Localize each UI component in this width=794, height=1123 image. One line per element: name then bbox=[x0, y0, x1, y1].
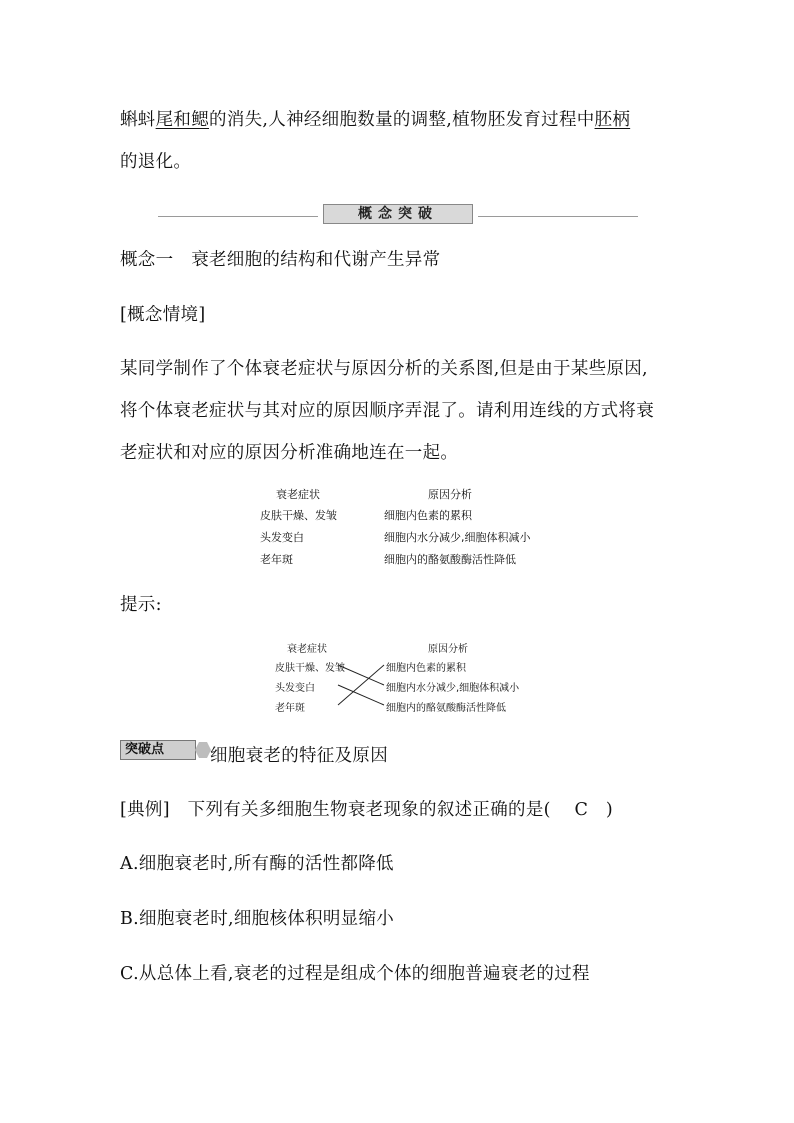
connector-line bbox=[338, 665, 384, 705]
hint-label: 提示: bbox=[120, 595, 162, 615]
situation-line-2: 将个体衰老症状与其对应的原因顺序弄混了。请利用连线的方式将衰 bbox=[120, 401, 654, 421]
connector-line bbox=[338, 665, 384, 685]
table-right-item: 细胞内的酪氨酸酶活性降低 bbox=[384, 553, 516, 566]
table-left-item: 皮肤干燥、发皱 bbox=[260, 509, 337, 522]
answer-right-item: 细胞内水分减少,细胞体积减小 bbox=[386, 683, 520, 694]
intro-underlined-tail-gills: 尾和鳃 bbox=[155, 110, 210, 130]
keypoint-badge bbox=[120, 740, 196, 760]
answer-right-item: 细胞内色素的累积 bbox=[386, 663, 466, 674]
keypoint-title: 细胞衰老的特征及原因 bbox=[210, 746, 388, 766]
answer-left-header: 衰老症状 bbox=[287, 644, 327, 655]
example-stem: [典例] 下列有关多细胞生物衰老现象的叙述正确的是( C ) bbox=[120, 800, 614, 820]
example-option-a: A.细胞衰老时,所有酶的活性都降低 bbox=[120, 854, 394, 874]
answer-right-item: 细胞内的酪氨酸酶活性降低 bbox=[386, 703, 506, 714]
table-left-item: 老年斑 bbox=[260, 553, 293, 566]
situation-line-1: 某同学制作了个体衰老症状与原因分析的关系图,但是由于某些原因, bbox=[120, 359, 648, 379]
keypoint-badge-label: 突破点 bbox=[125, 742, 165, 757]
table-right-item: 细胞内色素的累积 bbox=[384, 509, 472, 522]
table-left-header: 衰老症状 bbox=[276, 488, 320, 501]
answer-left-item: 皮肤干燥、发皱 bbox=[275, 663, 345, 674]
table-right-item: 细胞内水分减少,细胞体积减小 bbox=[384, 531, 531, 544]
table-right-header: 原因分析 bbox=[428, 488, 472, 501]
concept-title: 概念一 衰老细胞的结构和代谢产生异常 bbox=[120, 250, 441, 270]
intro-underlined-suspensor: 胚柄 bbox=[594, 110, 631, 130]
answer-left-item: 头发变白 bbox=[275, 683, 315, 694]
answer-right-header: 原因分析 bbox=[428, 644, 468, 655]
example-option-c: C.从总体上看,衰老的过程是组成个体的细胞普遍衰老的过程 bbox=[120, 964, 590, 984]
connector-line bbox=[338, 685, 384, 705]
situation-label: [概念情境] bbox=[120, 305, 206, 325]
example-option-b: B.细胞衰老时,细胞核体积明显缩小 bbox=[120, 909, 395, 929]
banner-label: 概念突破 bbox=[323, 204, 473, 224]
answer-left-item: 老年斑 bbox=[275, 703, 305, 714]
intro-text-a: 蝌蚪 bbox=[120, 110, 156, 130]
intro-text-c: 的消失,人神经细胞数量的调整,植物胚发育过程中 bbox=[209, 110, 595, 130]
table-left-item: 头发变白 bbox=[260, 531, 304, 544]
intro-line-2: 的退化。 bbox=[120, 152, 192, 172]
situation-line-3: 老症状和对应的原因分析准确地连在一起。 bbox=[120, 443, 459, 463]
